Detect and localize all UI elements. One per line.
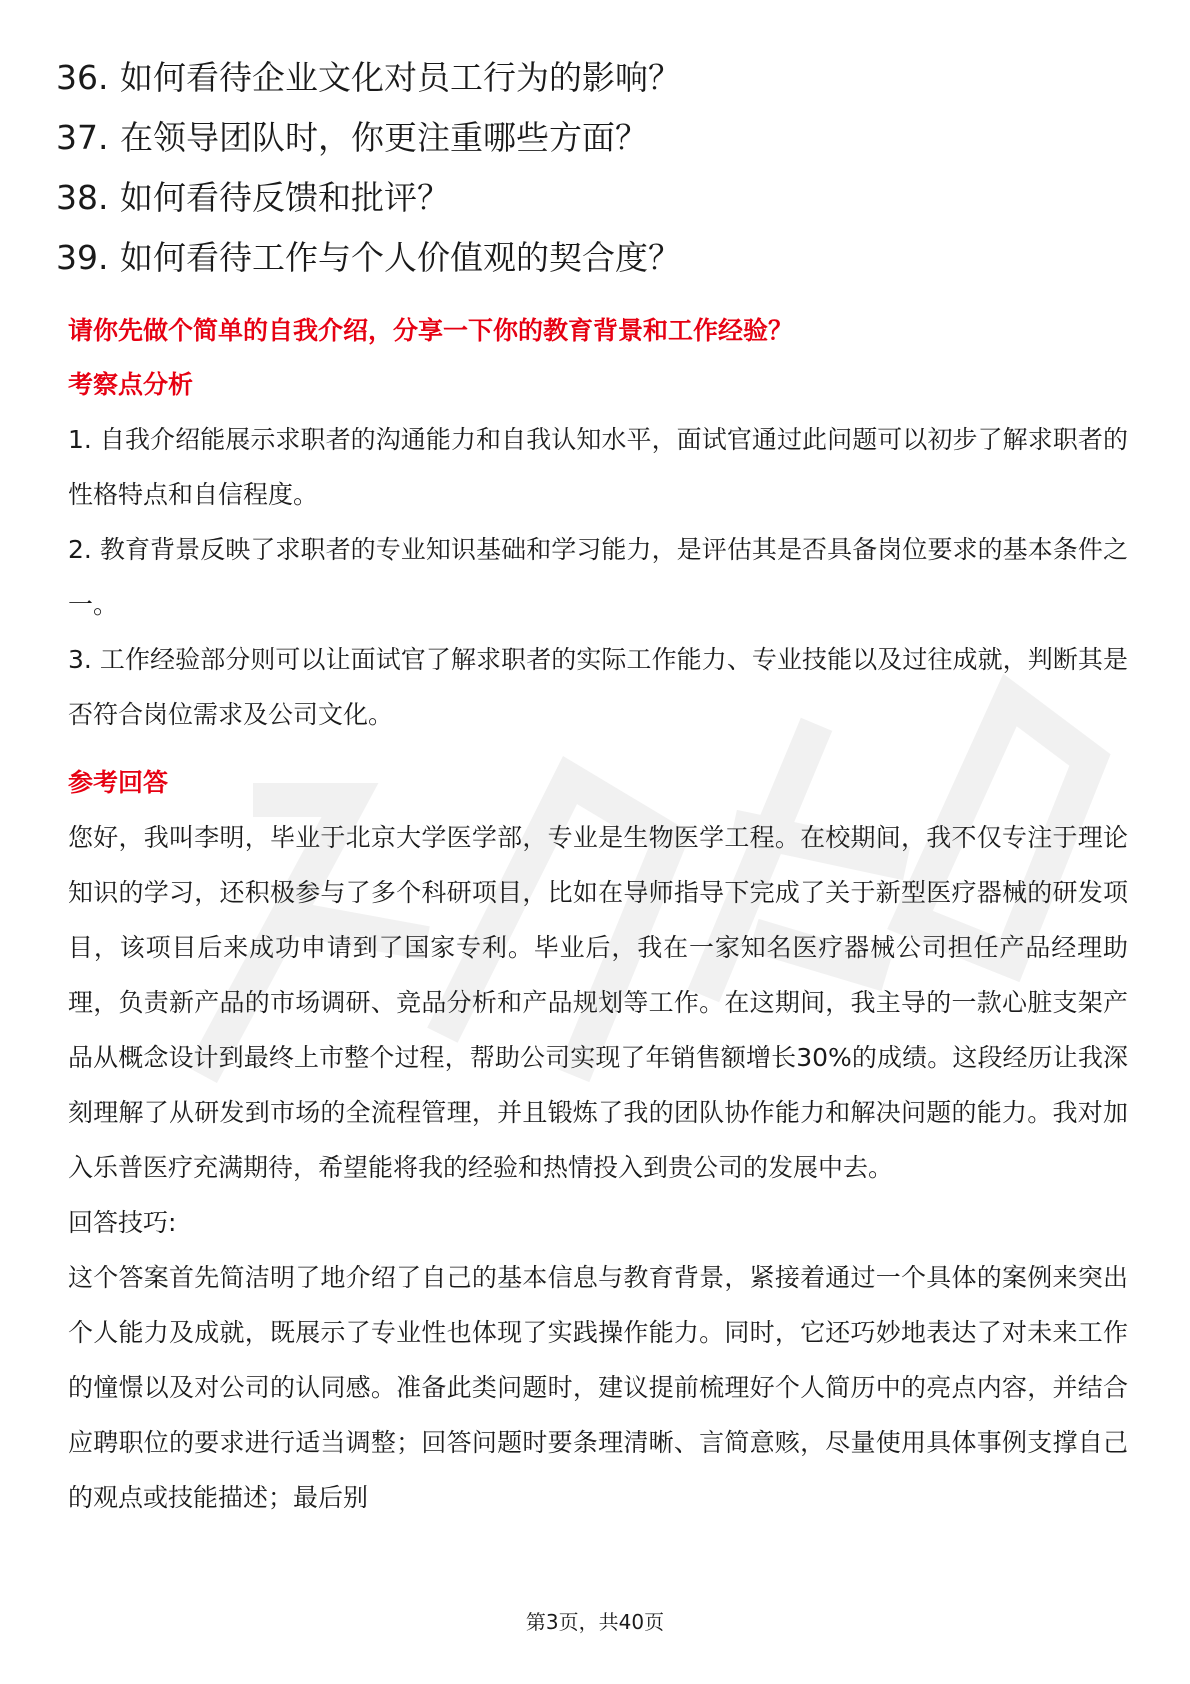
question-number: 36. [56,58,109,97]
question-item [56,168,1136,228]
question-text: 如何看待工作与个人价值观的契合度？ [120,238,681,277]
question-number: 39. [56,238,109,277]
question-number: 38. [56,178,109,217]
analysis-point: 3. 工作经验部分则可以让面试官了解求职者的实际工作能力、专业技能以及过往成就，判断其是否符合岗位需求及公司文化。 [68,645,1128,729]
question-text: 在领导团队时，你更注重哪些方面？ [120,118,648,157]
question-text: 如何看待反馈和批评？ [120,178,450,217]
analysis-point: 1. 自我介绍能展示求职者的沟通能力和自我认知水平，面试官通过此问题可以初步了解求职者的性格特点和自信程度。 [68,425,1128,509]
question-item [56,48,1136,108]
main-question-title: 请你先做个简单的自我介绍，分享一下你的教育背景和工作经验？ [68,316,794,345]
analysis-heading: 考察点分析 [68,370,194,399]
question-number: 37. [56,118,109,157]
tips-label: 回答技巧: [68,1208,177,1237]
question-detail [68,304,1128,1525]
analysis-point: 2. 教育背景反映了求职者的专业知识基础和学习能力，是评估其是否具备岗位要求的基本条件之一。 [68,535,1128,619]
page-footer: 第3页，共40页 [525,1610,665,1634]
question-item [56,108,1136,168]
reference-answer: 您好，我叫李明，毕业于北京大学医学部，专业是生物医学工程。在校期间，我不仅专注于理论知识的学习，还积极参与了多个科研项目，比如在导师指导下完成了关于新型医疗器械的研发项目，该项目后来成功申请到了国家专利。毕业后，我在一家知名医疗器械公司担任产品经理助理，负责新产品的市场调研、竞品分析和产品规划等工作。在这期间，我主导的一款心脏支架产品从概念设计到最终上市整个过程，帮助公司实现了年销售额增长30%的成绩。这段经历让我深刻理解了从研发到市场的全流程管理，并且锻炼了我的团队协作能力和解决问题的能力。我对加入乐普医疗充满期待，希望能将我的经验和热情投入到贵公司的发展中去。 [68,823,1128,1182]
question-text: 如何看待企业文化对员工行为的影响？ [120,58,681,97]
question-list [56,48,1136,288]
question-item [56,228,1136,288]
tips-text: 这个答案首先简洁明了地介绍了自己的基本信息与教育背景，紧接着通过一个具体的案例来突出个人能力及成就，既展示了专业性也体现了实践操作能力。同时，它还巧妙地表达了对未来工作的憧憬以及对公司的认同感。准备此类问题时，建议提前梳理好个人简历中的亮点内容，并结合应聘职位的要求进行适当调整；回答问题时要条理清晰、言简意赅，尽量使用具体事例支撑自己的观点或技能描述；最后别 [68,1263,1128,1512]
reference-heading: 参考回答 [68,768,169,797]
